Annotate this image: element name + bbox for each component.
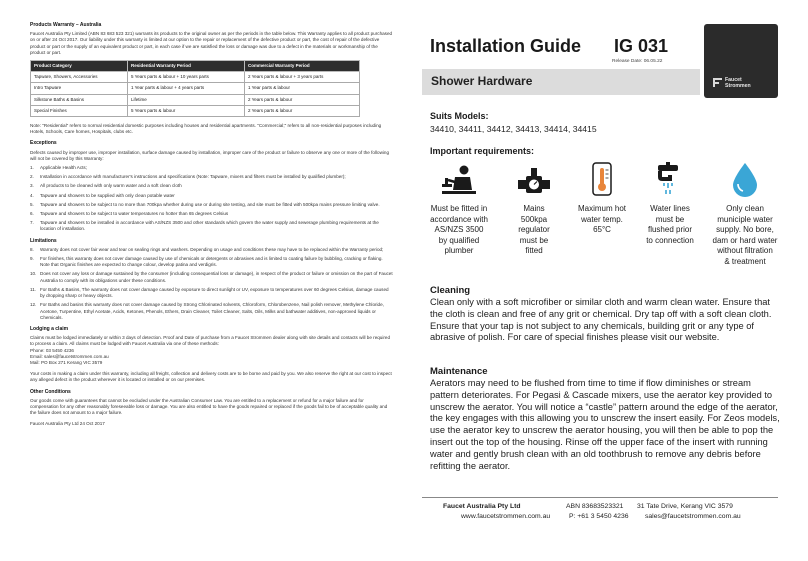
list-number: 3. bbox=[30, 183, 34, 189]
costs-text: Your costs in making a claim under this warranty, including all freight, collection and delivery costs are to be borne and paid by you. We also reserve the right at our cost to inspect any alleged defect in the product wherever it is located or installed or on our premises. bbox=[30, 371, 392, 383]
list-number: 10. bbox=[30, 271, 37, 277]
list-text: Tapware and showers to be installed in accordance with AS/NZS 3500 and other standards which govern the water supply and sewerage plumbing requirements at the location of installation. bbox=[40, 220, 379, 232]
list-number: 7. bbox=[30, 220, 34, 226]
other-conditions-text: Our goods come with guarantees that cannot be excluded under the Australian Consumer Law. You are entitled to a replacement or refund for a major failure and for compensation for any other reasonably foreseeable loss or damage. You are also entitled to have the goods repaired or replaced if the goods fail to be of acceptable quality and the failure does not amount to a major failure. bbox=[30, 397, 388, 416]
label-line: AS/NZS 3500 bbox=[434, 225, 484, 235]
label-line: & treatment bbox=[724, 256, 766, 266]
label-line: Mains bbox=[523, 204, 545, 213]
requirements-heading: Important requirements: bbox=[430, 146, 535, 156]
footer-email[interactable]: sales@faucetstrommen.com.au bbox=[645, 513, 741, 520]
list-item bbox=[30, 211, 393, 217]
warranty-table-header bbox=[31, 61, 360, 72]
list-item bbox=[30, 220, 393, 232]
exceptions-intro: Defects caused by improper use, improper installation, surface damage caused by installation, improper care of the product or failure to observe any one or more of the following will not be covered by this Warranty: bbox=[30, 149, 390, 161]
requirement-label bbox=[497, 204, 571, 257]
other-conditions-heading: Other Conditions bbox=[30, 388, 71, 395]
list-number: 4. bbox=[30, 192, 34, 198]
list-item bbox=[30, 174, 393, 180]
label-line: by qualified bbox=[438, 235, 480, 245]
thermometer-icon bbox=[582, 160, 622, 200]
guide-title: Installation Guide bbox=[430, 36, 582, 56]
list-item bbox=[30, 165, 393, 171]
claim-email: Email: sales@faucetstrommen.com.au bbox=[30, 353, 109, 359]
label-line: Only clean bbox=[726, 204, 764, 213]
label-line: supply. No bore, bbox=[716, 225, 774, 235]
footer-phone: P: +61 3 5450 4236 bbox=[569, 513, 629, 520]
maintenance-text: Aerators may need to be flushed from time to time if flow diminishes or stream pattern deteriorates. For Pegasi & Cascade mixers, use the aerator key provided to unscrew the aerator. You will notice a “castle” pattern around the edge of the aerator, the key engages with this allowing you to unscrew the insert easily. For Zeos models, use the aerator key to unscrew the aerator housing, you will then be able to pop the insert out the top of the housing. Rinse off the upper face of the insert with running water and gently brush clean with an old toothbrush to remove any debris before refitting the aerator. bbox=[430, 378, 780, 471]
warranty-note: Note: "Residential" refers to normal residential domestic purposes including houses and residential apartments. "Commercial;" refers to all non-residential purposes including Hotels, Schools, Care homes, Hospitals, clubs etc. bbox=[30, 123, 382, 135]
table-cell: Special Finishes bbox=[31, 105, 128, 116]
footer-website[interactable]: www.faucetstrommen.com.au bbox=[461, 513, 551, 520]
claim-phone: Phone: 03 5450 4236 bbox=[30, 347, 74, 353]
claim-mail: Mail: PO Box 271 Kerang VIC 3579 bbox=[30, 359, 103, 365]
list-item bbox=[30, 202, 393, 208]
guide-code: IG 031 bbox=[614, 36, 669, 56]
table-cell: 1 Year parts & labour bbox=[245, 83, 360, 94]
list-number: 5. bbox=[30, 201, 34, 207]
tap-flush-icon bbox=[650, 160, 690, 200]
warranty-table bbox=[30, 60, 360, 117]
guide-subtitle: Shower Hardware bbox=[431, 74, 533, 88]
list-text: Tapware and showers to be subject to no more than 700kpa whether during use or during site testing, and site must be fitted with 500kpa mains pressure limiting valve. bbox=[40, 201, 380, 207]
list-number: 9. bbox=[30, 256, 34, 262]
label-line: water temp. bbox=[581, 214, 623, 224]
table-cell: 2 Years parts & labour bbox=[245, 94, 360, 105]
label-line: accordance with bbox=[430, 214, 488, 224]
limitations-list bbox=[30, 247, 393, 321]
exceptions-heading: Exceptions bbox=[30, 140, 57, 147]
faucet-strommen-logo bbox=[704, 24, 778, 98]
header-commercial: Commercial Warranty Period bbox=[245, 61, 360, 72]
list-item bbox=[30, 287, 393, 299]
table-row bbox=[31, 94, 360, 105]
warranty-intro: Faucet Australia Pty Limited (ABN 83 683 523 321) warrants its products to the original owner as per the periods in the table below. This Warranty applies to all product purchased on or after 24 Oct 2017. Our liability under this warranty is limited at our option to the repair or replacement of the defective product or part, the cost of repair of the defective product or part or the supply of an equivalent product or part, in each case if we are satisfied the loss or damage was due to a defect in the materials or workmanship of the product or part. bbox=[30, 31, 393, 55]
logo-line-1: Faucet bbox=[725, 77, 742, 83]
list-item bbox=[30, 247, 393, 253]
plumber-icon bbox=[439, 160, 479, 200]
table-cell: Lifetime bbox=[128, 94, 245, 105]
list-item bbox=[30, 271, 393, 283]
label-line: must be bbox=[655, 214, 685, 224]
label-line: Water lines bbox=[650, 204, 690, 213]
list-number: 1. bbox=[30, 165, 34, 171]
list-text: Tapware and showers to be supplied with only clean potable water bbox=[40, 192, 175, 198]
label-line: fitted bbox=[525, 246, 543, 256]
exceptions-list bbox=[30, 165, 393, 233]
table-cell: Silkstone Baths & Basins bbox=[31, 94, 128, 105]
list-number: 12. bbox=[30, 302, 37, 308]
suits-heading: Suits Models: bbox=[430, 111, 489, 121]
release-date: Release Date: 06.05.22 bbox=[612, 59, 663, 64]
list-text: Installation in accordance with manufacturer's instructions and specifications (Note: Tapware, mixers and filters must be installed by qualified plumber); bbox=[40, 174, 346, 180]
water-drop-icon bbox=[725, 160, 765, 200]
requirement-label bbox=[422, 204, 496, 257]
header-product-category: Product Category bbox=[31, 61, 128, 72]
logo-line-2: Strommen bbox=[725, 83, 751, 89]
requirement-label bbox=[565, 204, 639, 236]
subtitle-bar bbox=[422, 69, 700, 95]
requirement-pressure-regulator bbox=[497, 160, 571, 257]
limitations-heading: Limitations bbox=[30, 237, 57, 244]
warranty-heading: Products Warranty – Australia bbox=[30, 22, 102, 28]
list-number: 11. bbox=[30, 286, 37, 292]
list-text: Does not cover any loss or damage sustained by the consumer (including consequential loss or damage), in respect of the product or failure or omission on the part of Faucet Australia to comply with its obligations under these conditions. bbox=[40, 271, 393, 283]
requirement-label bbox=[633, 204, 707, 246]
list-item bbox=[30, 183, 393, 189]
list-text: Warranty does not cover fair wear and tear on sealing rings and washers. Depending on usage and conditions these may have to be replaced within the Warranty period; bbox=[40, 246, 384, 252]
table-cell: 2 Years parts & labour + 3 years parts bbox=[245, 72, 360, 83]
warranty-signoff: Faucet Australia Pty Ltd 24 Oct 2017 bbox=[30, 421, 105, 427]
list-text: Applicable Health Acts; bbox=[40, 165, 87, 171]
label-line: flushed prior bbox=[647, 225, 693, 235]
claim-text: Claims must be lodged immediately or within 3 days of detection. Proof and Date of purchase from a Faucet Strommen dealer along with site details and contacts will be required to process a claim. All claims must be lodged with Faucet Australia via one of these methods: bbox=[30, 335, 391, 347]
list-number: 8. bbox=[30, 246, 34, 252]
label-line: to connection bbox=[646, 235, 694, 245]
header-residential: Residential Warranty Period bbox=[128, 61, 245, 72]
label-line: 500kpa bbox=[520, 214, 548, 224]
footer-company: Faucet Australia Pty Ltd bbox=[443, 503, 521, 510]
label-line: without filtration bbox=[717, 246, 773, 256]
requirement-flush-lines bbox=[633, 160, 707, 246]
table-cell: Tapware, Showers, Accessories bbox=[31, 72, 128, 83]
table-row bbox=[31, 83, 360, 94]
list-text: For Baths and basins this warranty does not cover damage caused by Strong Chlorinated solvents, Chloroform, Chlorobenzene, Nail polish remover, Methylene Chloride, Acetone, Turpentine, Ethyl Acetate, Acids, Ketones, Phenols, Ethers, Drain Cleaner, Toilet Cleaner, Salts, Oils, Milks and bathwater additives, non-approved liquids or Chemicals. bbox=[40, 302, 384, 320]
label-line: regulator bbox=[518, 225, 550, 235]
label-line: 65°C bbox=[593, 225, 611, 235]
claim-heading: Lodging a claim bbox=[30, 325, 69, 332]
label-line: plumber bbox=[444, 246, 474, 256]
footer-abn: ABN 83683523321 bbox=[566, 503, 624, 510]
label-line: municiple water bbox=[717, 214, 773, 224]
list-text: All products to be cleaned with only warm water and a soft clean cloth bbox=[40, 183, 182, 189]
pressure-regulator-icon bbox=[514, 160, 554, 200]
list-number: 2. bbox=[30, 174, 34, 180]
table-cell: 1 Year parts & labour + 4 years parts bbox=[128, 83, 245, 94]
table-row bbox=[31, 105, 360, 116]
warranty-section bbox=[30, 22, 393, 431]
logo-text bbox=[725, 77, 751, 89]
maintenance-heading: Maintenance bbox=[430, 366, 488, 377]
requirement-max-temp bbox=[565, 160, 639, 236]
list-text: For Baths & Basins, The warranty does not cover damage caused by exposure to direct sunlight or UV, exposure to temperatures over 60 degrees Celsius, damage caused by dropping sharp or heavy objects. bbox=[40, 286, 389, 299]
cleaning-heading: Cleaning bbox=[430, 285, 471, 296]
footer-address: 31 Tate Drive, Kerang VIC 3579 bbox=[637, 503, 733, 510]
label-line: Must be fitted in bbox=[430, 204, 488, 213]
requirement-label bbox=[708, 204, 782, 268]
table-cell: Intro Tapware bbox=[31, 83, 128, 94]
suits-models: 34410, 34411, 34412, 34413, 34414, 34415 bbox=[430, 124, 597, 134]
table-cell: 5 Years parts & labour + 10 years parts bbox=[128, 72, 245, 83]
logo-mark-icon bbox=[713, 78, 722, 87]
requirement-plumber bbox=[422, 160, 496, 257]
list-text: For finishes, this warranty does not cover damage caused by use of chemicals or detergents or abrasives and is limited to coating failure by bubbling, cracking or flaking. Note that Organic finishes are expected to change colour, develop patina and verdigris. bbox=[40, 256, 383, 268]
table-cell: 5 Years parts & labour bbox=[128, 105, 245, 116]
list-item bbox=[30, 193, 393, 199]
cleaning-text: Clean only with a soft microfiber or similar cloth and warm clean water. Ensure that the cloth is clean and free of any grit or chemical. Dry tap off with a soft clean cloth. Ensure that your tap is not subject to any chemicals, building grit or any type of abrasive of polish. For care of special finishes please visit our website. bbox=[430, 297, 772, 343]
label-line: Maximum hot bbox=[577, 204, 626, 213]
label-line: dam or hard water bbox=[712, 235, 778, 245]
list-number: 6. bbox=[30, 211, 34, 217]
table-cell: 2 Years parts & labour bbox=[245, 105, 360, 116]
list-text: Tapware and showers to be subject to water temperatures no hotter than 65 degrees Celsius bbox=[40, 211, 229, 217]
requirement-clean-water bbox=[708, 160, 782, 268]
label-line: must be bbox=[519, 235, 549, 245]
footer-divider bbox=[422, 497, 778, 498]
list-item bbox=[30, 256, 393, 268]
table-row bbox=[31, 72, 360, 83]
list-item bbox=[30, 302, 393, 321]
